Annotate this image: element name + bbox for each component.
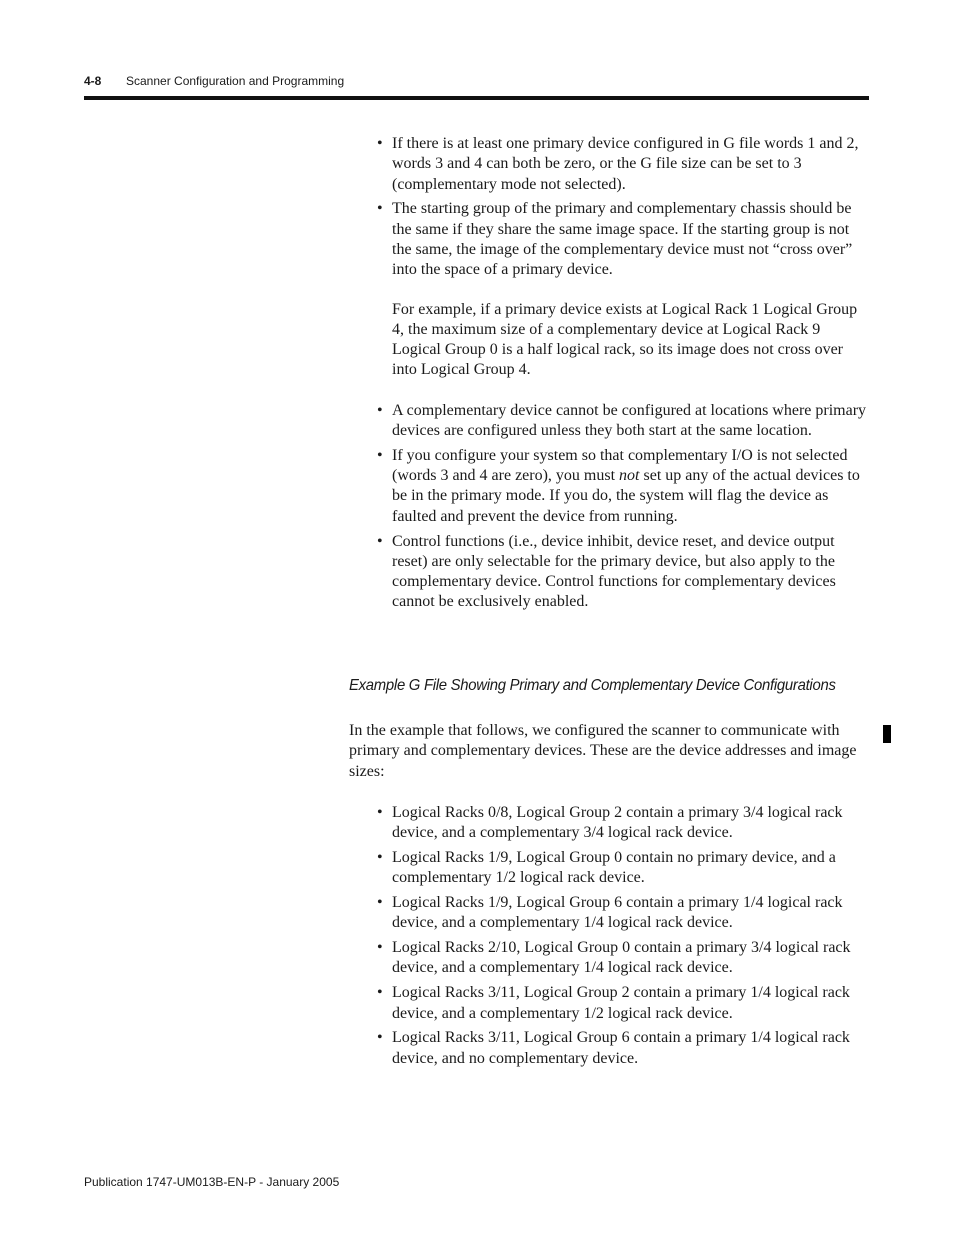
section-title: Scanner Configuration and Programming xyxy=(126,74,345,88)
rules-list xyxy=(349,134,869,281)
change-bar xyxy=(883,725,891,743)
rack-list xyxy=(349,803,869,1069)
list-item: • The starting group of the primary and complementary chassis should be the same if they share the same image space. If the starting group is not the same, the image of the complementary device must not “cross over” into the space of a primary device. xyxy=(349,199,869,280)
list-item: • Logical Racks 3/11, Logical Group 6 contain a primary 1/4 logical rack device, and no complementary device. xyxy=(349,1028,869,1069)
page-number: 4-8 xyxy=(84,74,102,88)
publication-footer: Publication 1747-UM013B-EN-P - January 2005 xyxy=(84,1175,340,1189)
rules-list-block xyxy=(349,134,869,617)
emphasis-not: not xyxy=(619,467,640,485)
list-item: • A complementary device cannot be configured at locations where primary devices are configured unless they both start at the same location. xyxy=(349,401,869,442)
example-note: For example, if a primary device exists at Logical Rack 1 Logical Group 4, the maximum size of a complementary device at Logical Rack 9 Logical Group 0 is a half logical rack, so its image does not cross over into Logical Group 4. xyxy=(392,300,858,379)
list-item: • Control functions (i.e., device inhibit, device reset, and device output reset) are only selectable for the primary device, but also apply to the complementary device. Control functions for complementary devices cannot be exclusively enabled. xyxy=(349,532,869,613)
rules-list-continued xyxy=(349,401,869,613)
list-item: • Logical Racks 1/9, Logical Group 6 contain a primary 1/4 logical rack device, and a complementary 1/4 logical rack device. xyxy=(349,893,869,934)
list-item xyxy=(349,446,869,527)
list-item: • Logical Racks 2/10, Logical Group 0 contain a primary 3/4 logical rack device, and a complementary 1/4 logical rack device. xyxy=(349,938,869,979)
section-heading: Example G File Showing Primary and Complementary Device Configurations xyxy=(349,677,836,694)
list-item-text: If you configure your system so that complementary I/O is not selected (words 3 and 4 are zero), you must xyxy=(392,446,848,485)
list-item: • Logical Racks 3/11, Logical Group 2 contain a primary 1/4 logical rack device, and a complementary 1/2 logical rack device. xyxy=(349,983,869,1024)
example-block xyxy=(349,721,869,1073)
list-item: • If there is at least one primary device configured in G file words 1 and 2, words 3 and 4 can both be zero, or the G file size can be set to 3 (complementary mode not selected). xyxy=(349,134,869,195)
list-item: • Logical Racks 0/8, Logical Group 2 contain a primary 3/4 logical rack device, and a complementary 3/4 logical rack device. xyxy=(349,803,869,844)
header-rule xyxy=(84,96,869,100)
list-item: • Logical Racks 1/9, Logical Group 0 contain no primary device, and a complementary 1/2 logical rack device. xyxy=(349,848,869,889)
intro-paragraph: In the example that follows, we configured the scanner to communicate with primary and complementary devices. These are the device addresses and image sizes: xyxy=(349,722,857,780)
list-item-text: set up any of the actual devices to be in the primary mode. If you do, the system will flag the device as faulted and prevent the device from running. xyxy=(392,467,860,525)
running-header xyxy=(84,74,344,88)
